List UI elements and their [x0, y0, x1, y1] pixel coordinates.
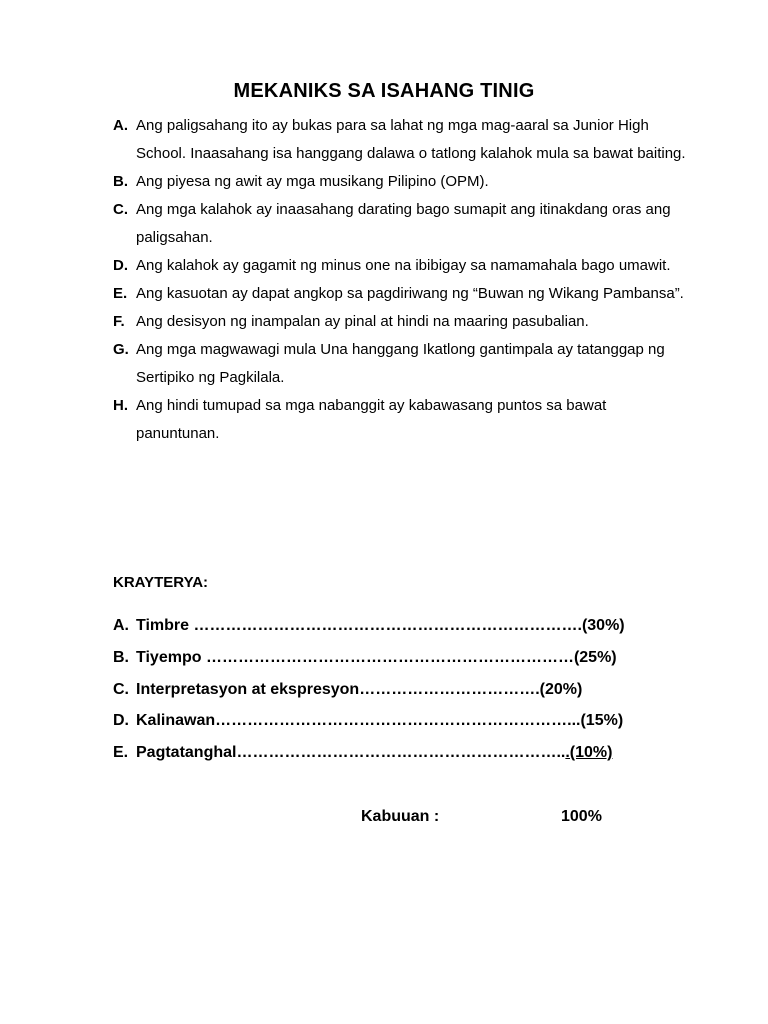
criteria-label: Kalinawan………………………………………………………….. — [136, 712, 577, 729]
criteria-letter: A. — [113, 617, 129, 634]
rule-item — [113, 280, 693, 308]
rule-letter: A. — [113, 117, 128, 134]
criteria-label: Timbre ……………………………………………………………… — [136, 617, 578, 634]
rule-text: Ang mga kalahok ay inaasahang darating bago sumapit ang itinakdang oras ang paligsahan. — [136, 201, 671, 246]
criteria-letter: C. — [113, 681, 129, 698]
criteria-letter: B. — [113, 649, 129, 666]
rule-letter: C. — [113, 201, 128, 218]
criteria-percent: (25%) — [573, 649, 617, 666]
criteria-heading: KRAYTERYA: — [113, 574, 209, 591]
criteria-item — [113, 712, 623, 730]
rule-item — [113, 308, 693, 336]
total-value: 100% — [561, 808, 602, 825]
criteria-letter: E. — [113, 744, 129, 761]
rule-text: Ang mga magwawagi mula Una hanggang Ikatlong gantimpala ay tatanggap ng Sertipiko ng Pagkilala. — [136, 341, 665, 386]
rule-letter: H. — [113, 397, 128, 414]
rule-item — [113, 196, 693, 252]
rule-item — [113, 112, 693, 168]
rules-list — [113, 112, 693, 448]
criteria-item — [113, 744, 612, 762]
criteria-percent: .(10%) — [565, 744, 613, 761]
criteria-percent: .(20%) — [535, 681, 583, 698]
criteria-label: Interpretasyon at ekspresyon…………………………… — [136, 681, 536, 698]
rule-text: Ang kasuotan ay dapat angkop sa pagdiriwang ng “Buwan ng Wikang Pambansa”. — [136, 285, 684, 302]
rule-text: Ang hindi tumupad sa mga nabanggit ay kabawasang puntos sa bawat panuntunan. — [136, 397, 607, 442]
criteria-label: Pagtatanghal…………………………………………………….. — [136, 744, 566, 761]
criteria-item — [113, 681, 582, 699]
rule-letter: G. — [113, 341, 129, 358]
criteria-item — [113, 649, 617, 667]
rule-letter: F. — [113, 313, 125, 330]
page-title: MEKANIKS SA ISAHANG TINIG — [233, 80, 535, 102]
rule-text: Ang kalahok ay gagamit ng minus one na ibibigay sa namamahala bago umawit. — [136, 257, 671, 274]
criteria-percent: .(30%) — [577, 617, 625, 634]
criteria-percent: .(15%) — [576, 712, 624, 729]
criteria-item — [113, 617, 625, 635]
criteria-label: Tiyempo …………………………………………………………… — [136, 649, 574, 666]
total-label: Kabuuan : — [361, 808, 440, 825]
rule-text: Ang piyesa ng awit ay mga musikang Pilipino (OPM). — [136, 173, 489, 190]
criteria-letter: D. — [113, 712, 129, 729]
rule-letter: D. — [113, 257, 128, 274]
rule-item — [113, 392, 693, 448]
rule-text: Ang desisyon ng inampalan ay pinal at hindi na maaring pasubalian. — [136, 313, 589, 330]
rule-letter: B. — [113, 173, 128, 190]
rule-text: Ang paligsahang ito ay bukas para sa lahat ng mga mag-aaral sa Junior High School. Inaasahang isa hanggang dalawa o tatlong kalahok mula sa bawat baiting. — [136, 117, 686, 162]
rule-item — [113, 168, 693, 196]
rule-item — [113, 336, 693, 392]
rule-item — [113, 252, 693, 280]
rule-letter: E. — [113, 285, 128, 302]
